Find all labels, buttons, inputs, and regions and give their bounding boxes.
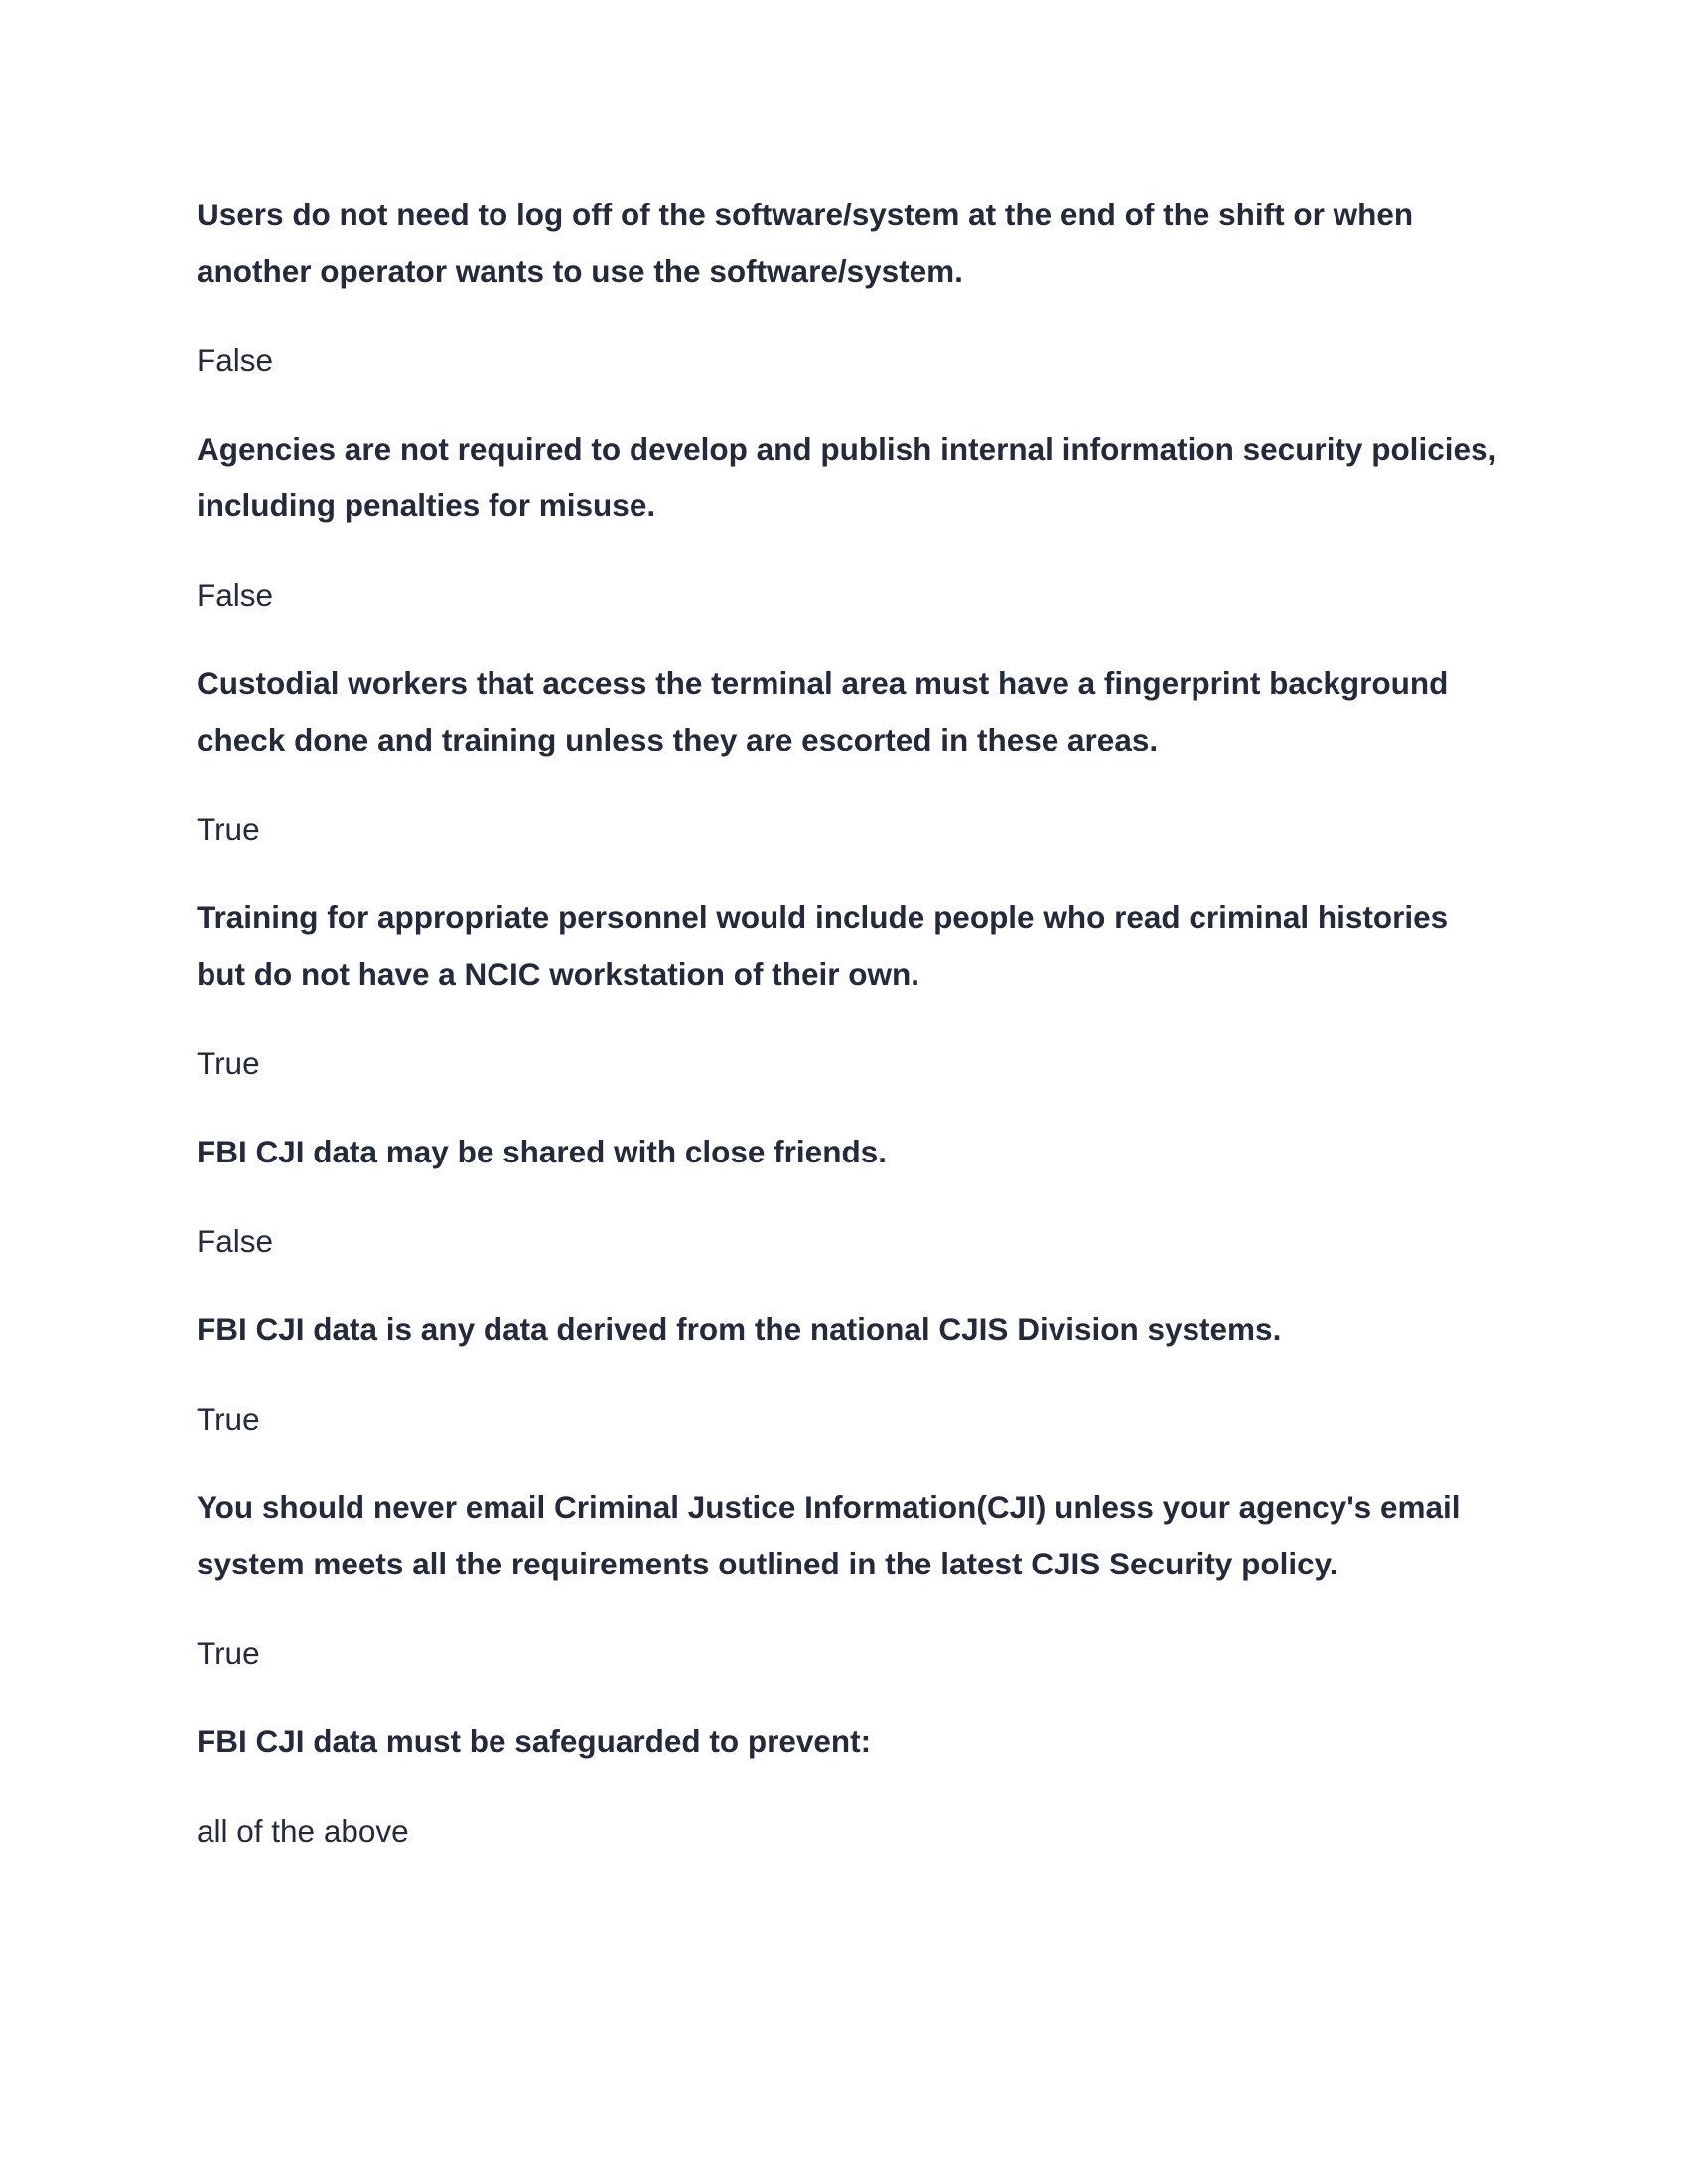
- question-text: Users do not need to log off of the software/system at the end of the shift or when another operator wants to use the software/system.: [197, 197, 1414, 289]
- qa-item-1: [197, 187, 1497, 389]
- qa-item-6: [197, 1301, 1497, 1447]
- question-text: FBI CJI data is any data derived from the national CJIS Division systems.: [197, 1311, 1282, 1347]
- question-text: Agencies are not required to develop and publish internal information security policies, including penalties for misuse.: [197, 431, 1497, 523]
- qa-item-7: [197, 1479, 1497, 1682]
- answer-text: False: [197, 577, 274, 613]
- answer-text: False: [197, 1223, 274, 1259]
- answer-text: True: [197, 1401, 260, 1436]
- question-text: FBI CJI data may be shared with close friends.: [197, 1134, 887, 1169]
- answer-text: all of the above: [197, 1813, 409, 1848]
- question-text: Training for appropriate personnel would include people who read criminal histories but do not have a NCIC workstation of their own.: [197, 899, 1449, 992]
- question-text: Custodial workers that access the terminal area must have a fingerprint background check done and training unless they are escorted in these areas.: [197, 665, 1449, 757]
- question-text: FBI CJI data must be safeguarded to prevent:: [197, 1723, 872, 1759]
- qa-item-3: [197, 655, 1497, 858]
- qa-item-8: [197, 1713, 1497, 1859]
- answer-text: False: [197, 342, 274, 378]
- answer-text: True: [197, 811, 260, 847]
- qa-item-4: [197, 889, 1497, 1092]
- document-page: [197, 187, 1497, 1891]
- question-text: You should never email Criminal Justice Information(CJI) unless your agency's email system meets all the requirements outlined in the latest CJIS Security policy.: [197, 1489, 1461, 1581]
- qa-item-2: [197, 421, 1497, 623]
- qa-item-5: [197, 1124, 1497, 1270]
- answer-text: True: [197, 1635, 260, 1671]
- answer-text: True: [197, 1045, 260, 1081]
